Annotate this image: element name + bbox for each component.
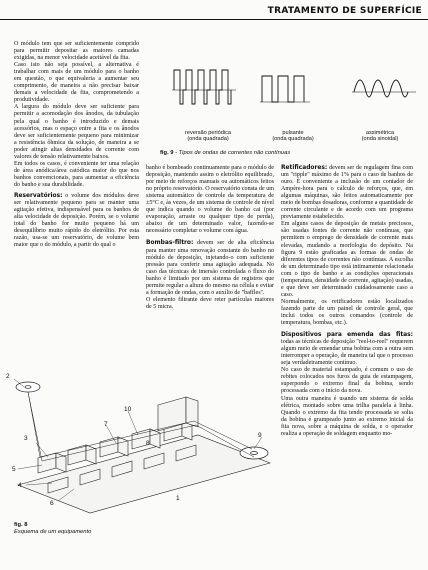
header-rule <box>0 19 428 20</box>
callout-3: 3 <box>24 435 28 442</box>
paragraph: A largura do módulo deve ser suficiente para permitir a acomodação dos ânodos, da tubulação pela qual o banho é introduzido e demais acessórios, mas o espaço entre a fita e os ânodos deve ser suficientemente pequeno para minimizar a resistência ôhmica da solução, de maneira a se poder atingir altas densidades de corrente com valores de tensão relativamente baixos. <box>14 104 139 160</box>
reservoir-text: o volume dos módulos deve ser relativamente pequeno para se manter uma agitação efetiva, indispensável para os banhos de alta velocidade de deposição. Porém, se o volume total do banho for muito pequeno há um desequilíbrio muito rápido do eletrólito. Por esta razão, usa-se um reservatório, de volume bem maior que o do módulo, a partir do qual o <box>14 192 139 249</box>
callout-9: 9 <box>258 432 262 439</box>
rectifiers-text: devem ser de regulagem fina com um "ripple" máximo de 1% para o caso de banhos de ouro. É conveniente a inclusão de um contador de Ampère-hora para o cálculo de reforços, que, em algumas máquinas, são feitos automaticamente por meio de bombas dosadoras, conforme a quantidade de corrente circulante e de acordo com um programa previamente estabelecido. <box>281 165 413 221</box>
callout-6: 6 <box>50 500 54 507</box>
splice-heading: Dispositivos para emenda das fitas: <box>281 332 413 339</box>
paragraph: Caso isto não seja possível, a alternativa é trabalhar com mais de um módulo para o banho em questão, o que equivaleria a aumentar seu comprimento, de maneira a não precisar baixar demais a velocidade da fita, comprometendo a produtividade. <box>14 62 139 104</box>
callout-7: 7 <box>104 421 108 428</box>
paragraph: No caso de material estampado, é comum o uso de rebites colocados nos furos da guia de estampagem, superpondo o extremo final da bobina, sendo processada com o início da nova. <box>281 367 413 395</box>
wave-label-pulsating: pulsante (onda quadrada) <box>272 130 314 143</box>
figure8-caption <box>14 522 91 536</box>
paragraph: Normalmente, os retificadores estão localizados fazendo parte de um painel de controle geral, que inclui todos os outros comandos (controle de temperatura, bombas, etc.). <box>281 298 413 327</box>
text-column-3 <box>281 165 413 438</box>
paragraph: Em todos os casos, é conveniente ter uma relação de área anódica/área catódica maior do que nos banhos convencionais, para aumentar a eficiência do banho e sua durabilidade. <box>14 160 139 188</box>
figure9-waveforms <box>160 62 420 132</box>
wave-label-asymmetric: assimétrica (onda sinoidal) <box>361 130 399 143</box>
wave-label-periodic: reversão periódica (onda quadrada) <box>184 130 232 143</box>
paragraph: Uma outra maneira é usando um sistema de solda elétrica, montado sobre uma trilha paralela à linha. Quando o extremo da fita tendo processada se solta da bobina é grampeado junto ao extremo inicial da fita nova, sobre a máquina de solda, e o operador realiza a operação de soldagem enquanto mo- <box>281 395 413 437</box>
callout-8: 8 <box>146 440 150 447</box>
figure8-text: Esquema de um equipamento <box>14 529 92 535</box>
figure9-caption <box>160 150 290 156</box>
pump-filter-text: devem ser de alta eficiência para manter uma renovação constante do banho no módulo de deposição, injetando-o com suficiente pressão para conferir uma agitação adequada. No caso das técnicas de imersão controlada o fluxo do banho é limitado por um sistema de registros que permite regular a altura do mesmo na célula e evitar a formação de ondas, com o auxílio de "baffles". <box>146 240 274 296</box>
paragraph: banho é bombeado continuamente para o módulo de deposição, mantendo assim o eletrólito equilibrado, por meio de reforços manuais ou automáticos feitos no próprio reservatório. O reservatório consta de um sistema automático de controle da temperatura de ±5°C e, às vezes, de um sistema de controle de nível que indica quando o volume do banho cai (por evaporação, arraste ou qualquer tipo de perda), abaixo de um determinado valor, fazendo-se necessário completar o volume com água. <box>146 165 274 235</box>
splice-text: todas as técnicas de deposição "reel-to-reel" requerem algum meio de emendar uma bobina com a outra sem interromper a operação, de maneira tal que o processo seja verdadeiramente contínuo. <box>281 339 413 367</box>
paragraph: O elemento filtrante deve reter partículas maiores de 5 micra. <box>146 296 274 310</box>
section-title: TRATAMENTO DE SUPERFÍCIE <box>267 6 422 16</box>
figure8-equipment-drawing <box>8 365 276 515</box>
figure8-number: fig. 8 <box>14 522 28 528</box>
callout-4: 4 <box>18 482 22 489</box>
page-header <box>0 0 428 22</box>
rectifiers-heading: Retificadores: <box>281 165 328 171</box>
callout-1: 1 <box>176 495 180 502</box>
callout-5: 5 <box>12 466 16 473</box>
pump-filter-heading: Bombas-filtro: <box>146 240 194 247</box>
figure9-text: - Tipos de ondas de correntes não contínuas <box>173 150 291 156</box>
callout-2: 2 <box>6 373 10 380</box>
callout-10: 10 <box>124 406 132 413</box>
text-column-2 <box>146 165 274 311</box>
paragraph: Em alguns casos de deposição de metais preciosos, são usadas fontes de corrente não contínuas, que permitem o emprego de densidade de corrente mais elevadas, mudando a morfologia do depósito. Na figura 9 estão graficadas as formas de ondas de diferentes tipos de correntes não contínuas. A escolha de um determinado tipo está intimamente relacionada com o tipo de banho e as condições operacionais (temperatura, densidade de corrente, agitação) usadas, e que deve ser determinado cuidadosamente caso a caso. <box>281 221 413 298</box>
figure9-number: fig. 9 <box>160 150 174 156</box>
text-column-1 <box>14 41 139 249</box>
reservoir-heading: Reservatórios: <box>14 192 63 199</box>
paragraph: O módulo tem que ser suficientemente comprido para permitir depositar as maiores camadas exigidas, na menor velocidade aceitável da fita. <box>14 41 139 62</box>
